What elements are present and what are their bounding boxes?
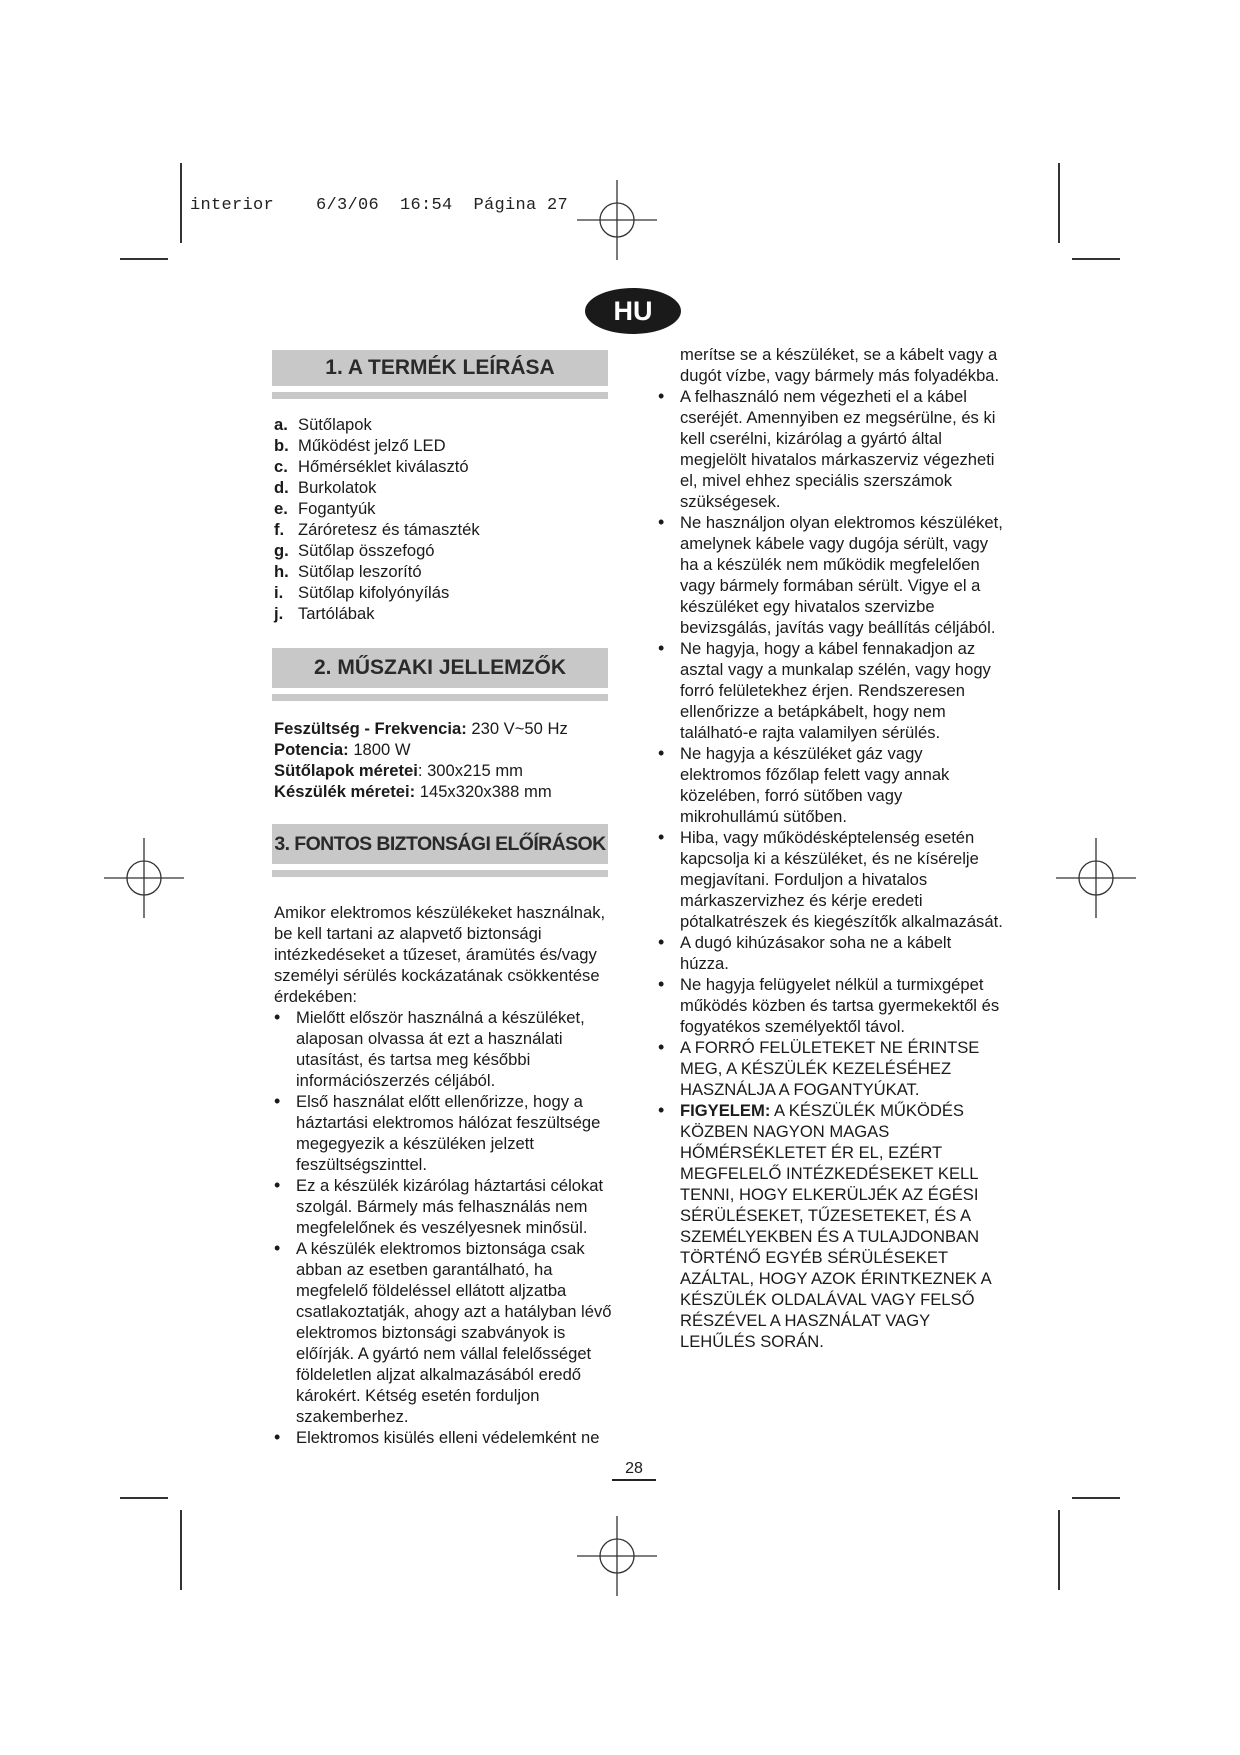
spec-label: Sütőlapok méretei (274, 761, 418, 780)
crop-mark-bottom-right-vertical (1058, 1510, 1060, 1590)
part-label: Sütőlap leszorító (298, 562, 422, 581)
part-letter: i. (274, 583, 284, 602)
section-2-heading: 2. MŰSZAKI JELLEMZŐK (272, 648, 608, 688)
list-item: • Ez a készülék kizárólag háztartási célokat szolgál. Bármely más felhasználás nem megfelelőnek és veszélyesnek minősül. (274, 1175, 614, 1238)
list-item (274, 582, 614, 603)
part-label: Záróretesz és támaszték (298, 520, 480, 539)
part-label: Burkolatok (298, 478, 377, 497)
list-item: • A készülék elektromos biztonsága csak abban az esetben garantálható, ha megfelelő földeléssel ellátott aljzatba csatlakoztatják, ahogy azt a hatályban lévő elektromos biztonsági szabványok is előírják. A gyártó nem vállal felelősséget földeletlen aljzat alkalmazásából eredő károkért. Kétség esetén forduljon szakemberhez. (274, 1238, 614, 1427)
part-letter: f. (274, 520, 285, 539)
part-label: Hőmérséklet kiválasztó (298, 457, 469, 476)
list-item (274, 477, 614, 498)
spec-label: Potencia: (274, 740, 349, 759)
part-letter: e. (274, 499, 288, 518)
warning-text: A KÉSZÜLÉK MŰKÖDÉS KÖZBEN NAGYON MAGAS HŐMÉRSÉKLETET ÉR EL, EZÉRT MEGFELELŐ INTÉZKEDÉSEKET KELL TENNI, HOGY ELKERÜLJÉK AZ ÉGÉSI SÉRÜLÉSEKET, TŰZESETEKET, ÉS A SZEMÉLYEKBEN ÉS A TULAJDONBAN TÖRTÉNŐ EGYÉB SÉRÜLÉSEKET AZÁLTAL, HOGY AZOK ÉRINTKEZNEK A KÉSZÜLÉK OLDALÁVAL VAGY FELSŐ RÉSZÉVEL A HASZNÁLAT VAGY LEHŰLÉS SORÁN. (680, 1101, 991, 1351)
spec-row (274, 760, 614, 781)
list-item: • Hiba, vagy működésképtelenség esetén kapcsolja ki a készüléket, és ne kísérelje megjavítani. Forduljon a hivatalos márkaszervizhez és kérje eredeti pótalkatrészek és kiegészítők alkalmazását. (658, 827, 1003, 932)
part-letter: a. (274, 415, 288, 434)
section-1-heading: 1. A TERMÉK LEÍRÁSA (272, 350, 608, 386)
safety-list-left (274, 1007, 614, 1448)
section-3-heading: 3. FONTOS BIZTONSÁGI ELŐÍRÁSOK (272, 824, 608, 864)
crop-mark-bottom-left-horizontal (120, 1497, 168, 1499)
crop-mark-bottom-right-horizontal (1072, 1497, 1120, 1499)
spec-value: 1800 W (348, 740, 411, 759)
left-column (274, 350, 614, 1448)
list-item: • Ne használjon olyan elektromos készüléket, amelynek kábele vagy dugója sérült, vagy ha a készülék nem működik megfelelően vagy bármely formában sérült. Vigye el a készüléket egy hivatalos szervizbe bevizsgálás, javítás vagy beállítás céljából. (658, 512, 1003, 638)
safety-intro: Amikor elektromos készülékeket használnak, be kell tartani az alapvető biztonsági intézkedéseket a tűzeset, áramütés és/vagy személyi sérülés kockázatának csökkentése érdekében: (274, 903, 606, 1006)
list-item: • Ne hagyja, hogy a kábel fennakadjon az asztal vagy a munkalap szélén, vagy hogy forró felületekhez érjen. Rendszeresen ellenőrizze a betápkábelt, hogy nem található-e rajta valamilyen sérülés. (658, 638, 1003, 743)
spec-label: Készülék méretei: (274, 782, 416, 801)
part-letter: h. (274, 562, 289, 581)
list-item (274, 561, 614, 582)
list-item: • Mielőtt először használná a készüléket, alaposan olvassa át ezt a használati utasítást, és tartsa meg későbbi információszerzés céljából. (274, 1007, 614, 1091)
list-item (274, 603, 614, 624)
part-label: Tartólábak (298, 604, 375, 623)
list-item: • A dugó kihúzásakor soha ne a kábelt húzza. (658, 932, 1003, 974)
list-item (274, 540, 614, 561)
right-column (658, 344, 1003, 1352)
warning-label: FIGYELEM: (680, 1101, 771, 1120)
language-badge: HU (585, 288, 681, 334)
list-item: • Ne hagyja felügyelet nélkül a turmixgépet működés közben és tartsa gyermekektől és fogyatékos személyektől távol. (658, 974, 1003, 1037)
part-label: Sütőlap kifolyónyílás (298, 583, 450, 602)
crop-mark-top-left-vertical (180, 163, 182, 243)
crop-mark-bottom-left-vertical (180, 1510, 182, 1590)
registration-mark-left (104, 838, 184, 918)
spec-row (274, 781, 614, 802)
registration-mark-bottom (577, 1516, 657, 1596)
list-item: • A FORRÓ FELÜLETEKET NE ÉRINTSE MEG, A KÉSZÜLÉK KEZELÉSÉHEZ HASZNÁLJA A FOGANTYÚKAT. (658, 1037, 1003, 1100)
part-letter: c. (274, 457, 288, 476)
list-item (274, 414, 614, 435)
safety-list-right (658, 386, 1003, 1352)
part-label: Sütőlap összefogó (298, 541, 435, 560)
list-item (274, 498, 614, 519)
printer-header: interior 6/3/06 16:54 Página 27 (190, 196, 569, 215)
spec-value: 230 V~50 Hz (466, 719, 568, 738)
parts-list (274, 414, 614, 624)
part-letter: b. (274, 436, 289, 455)
part-letter: g. (274, 541, 289, 560)
part-letter: d. (274, 478, 289, 497)
bullet-continuation: merítse se a készüléket, se a kábelt vagy a dugót vízbe, vagy bármely más folyadékba. (680, 345, 1000, 385)
list-item: • Elektromos kisülés elleni védelemként ne (274, 1427, 614, 1448)
part-label: Működést jelző LED (298, 436, 446, 455)
registration-mark-right (1056, 838, 1136, 918)
spec-label: Feszültség - Frekvencia: (274, 719, 467, 738)
crop-mark-top-right-horizontal (1072, 258, 1120, 260)
warning-item (658, 1100, 1003, 1352)
list-item: • Első használat előtt ellenőrizze, hogy a háztartási elektromos hálózat feszültsége megegyezik a készüléken jelzett feszültségszinttel. (274, 1091, 614, 1175)
spec-value: 145x320x388 mm (415, 782, 552, 801)
spec-row (274, 739, 614, 760)
list-item (274, 519, 614, 540)
page-number: 28 (612, 1459, 656, 1481)
crop-mark-top-right-vertical (1058, 163, 1060, 243)
spec-row (274, 718, 614, 739)
list-item (274, 435, 614, 456)
part-label: Fogantyúk (298, 499, 376, 518)
registration-mark-top (577, 180, 657, 260)
crop-mark-top-left-horizontal (120, 258, 168, 260)
list-item (274, 456, 614, 477)
list-item: • A felhasználó nem végezheti el a kábel cseréjét. Amennyiben ez megsérülne, és ki kell cserélni, kizárólag a gyártó által megjelölt hivatalos márkaszerviz végezheti el, mivel ehhez speciális szerszámok szükségesek. (658, 386, 1003, 512)
part-label: Sütőlapok (298, 415, 372, 434)
spec-value: : 300x215 mm (417, 761, 524, 780)
part-letter: j. (274, 604, 284, 623)
list-item: • Ne hagyja a készüléket gáz vagy elektromos főzőlap felett vagy annak közelében, forró sütőben vagy mikrohullámú sütőben. (658, 743, 1003, 827)
